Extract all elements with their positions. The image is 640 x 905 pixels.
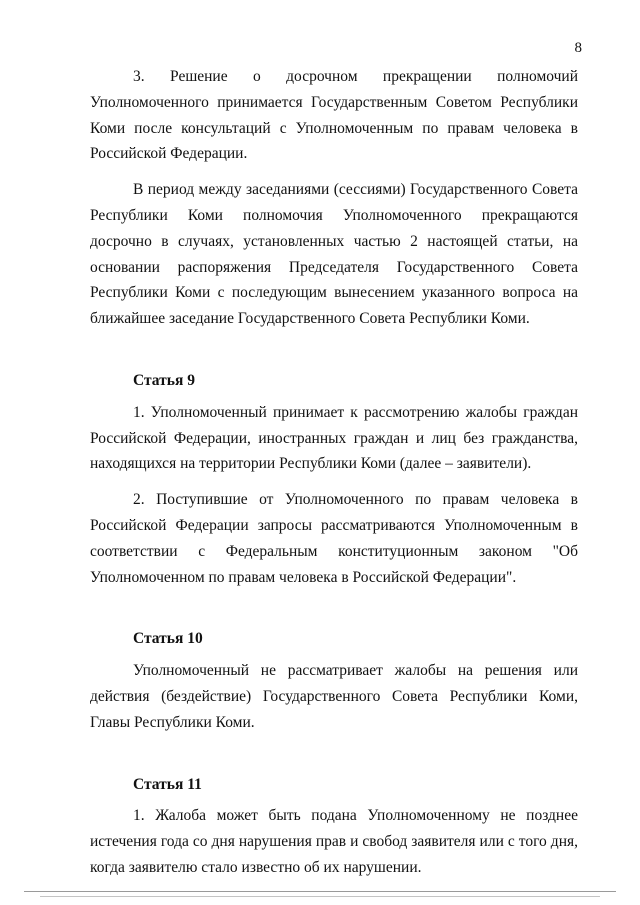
page-number: 8 <box>574 40 582 56</box>
article-10-paragraph-1: Уполномоченный не рассматривает жалобы на решения или действия (бездействие) Государственного Совета Республики Коми, Главы Республики Коми. <box>90 662 578 731</box>
article-9-paragraph-2: 2. Поступившие от Уполномоченного по правам человека в Российской Федерации запросы рассматриваются Уполномоченным в соответствии с Федеральным конституционным законом "Об Уполномоченном по правам человека в Российской Федерации". <box>90 491 578 586</box>
article-9 <box>90 368 578 590</box>
article-11 <box>90 772 578 881</box>
article-11-title: Статья 11 <box>133 775 202 793</box>
article-9-paragraph-1: 1. Уполномоченный принимает к рассмотрению жалобы граждан Российской Федерации, иностранных граждан и лиц без гражданства, находящихся на территории Республики Коми (далее – заявители). <box>90 403 578 473</box>
scan-edge-line <box>24 891 616 892</box>
article-10 <box>90 626 578 735</box>
paragraph-between-sessions: В период между заседаниями (сессиями) Государственного Совета Республики Коми полномочия Уполномоченного прекращаются досрочно в случаях, установленных частью 2 настоящей статьи, на основании распоряжения Председателя Государственного Совета Республики Коми с последующим вынесением указанного вопроса на ближайшее заседание Государственного Совета Республики Коми. <box>90 181 578 328</box>
article-10-title: Статья 10 <box>133 630 203 648</box>
article-9-title: Статья 9 <box>133 371 195 389</box>
scan-edge-line-secondary <box>40 896 600 897</box>
paragraph-3-early-termination: 3. Решение о досрочном прекращении полномочий Уполномоченного принимается Государственным Советом Республики Коми после консультаций с Уполномоченным по правам человека в Российской Федерации. <box>90 68 578 163</box>
document-body <box>90 64 578 881</box>
article-11-paragraph-1: 1. Жалоба может быть подана Уполномоченному не позднее истечения года со дня нарушения прав и свобод заявителя или с того дня, когда заявителю стало известно об их нарушении. <box>90 807 578 876</box>
